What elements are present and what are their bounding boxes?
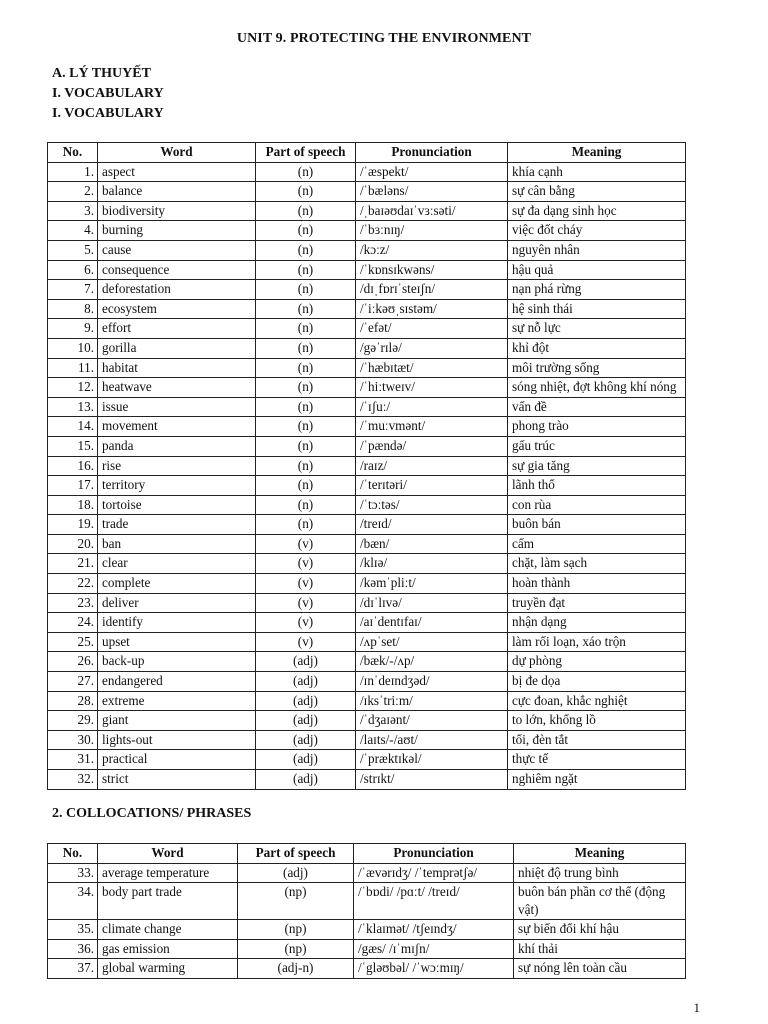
cell-part-of-speech: (v) [256,593,356,613]
cell-no: 25. [48,632,98,652]
cell-pronunciation: /ˈbæləns/ [356,182,508,202]
cell-word: climate change [98,920,238,940]
cell-no: 16. [48,456,98,476]
cell-word: strict [98,770,256,790]
table-row [48,593,686,613]
table-row [48,652,686,672]
cell-word: biodiversity [98,201,256,221]
cell-pronunciation: /ˈtɔːtəs/ [356,495,508,515]
cell-meaning: nạn phá rừng [508,280,686,300]
cell-meaning: môi trường sống [508,358,686,378]
table-row [48,378,686,398]
cell-part-of-speech: (n) [256,495,356,515]
cell-pronunciation: /ˈɪʃuː/ [356,397,508,417]
cell-meaning: sự nỗ lực [508,319,686,339]
table-row [48,691,686,711]
cell-word: body part trade [98,883,238,920]
cell-pronunciation: /ˈdʒaɪənt/ [356,711,508,731]
cell-part-of-speech: (n) [256,162,356,182]
cell-pronunciation: /ɪnˈdeɪndʒəd/ [356,672,508,692]
table-row [48,770,686,790]
table-row [48,182,686,202]
cell-part-of-speech: (n) [256,299,356,319]
cell-part-of-speech: (n) [256,436,356,456]
cell-no: 20. [48,534,98,554]
cell-no: 29. [48,711,98,731]
cell-part-of-speech: (n) [256,319,356,339]
cell-part-of-speech: (n) [256,280,356,300]
cell-part-of-speech: (n) [256,515,356,535]
table-row [48,240,686,260]
cell-pronunciation: /gəˈrɪlə/ [356,338,508,358]
cell-word: rise [98,456,256,476]
cell-pronunciation: /kəmˈpliːt/ [356,574,508,594]
cell-pronunciation: /bæn/ [356,534,508,554]
table-row [48,495,686,515]
cell-no: 24. [48,613,98,633]
cell-meaning: vấn đề [508,397,686,417]
header-no: No. [48,844,98,864]
cell-meaning: buôn bán [508,515,686,535]
cell-no: 8. [48,299,98,319]
cell-part-of-speech: (adj) [256,691,356,711]
cell-pronunciation: /laɪts/-/aʊt/ [356,730,508,750]
cell-word: deliver [98,593,256,613]
cell-pronunciation: /ˈbɜːnɪŋ/ [356,221,508,241]
cell-part-of-speech: (adj) [256,770,356,790]
cell-meaning: nhận dạng [508,613,686,633]
cell-word: ecosystem [98,299,256,319]
cell-meaning: hậu quả [508,260,686,280]
cell-word: lights-out [98,730,256,750]
cell-meaning: sự cân bằng [508,182,686,202]
header-pronunciation: Pronunciation [356,143,508,163]
cell-word: issue [98,397,256,417]
cell-word: giant [98,711,256,731]
cell-no: 14. [48,417,98,437]
cell-no: 27. [48,672,98,692]
cell-part-of-speech: (v) [256,613,356,633]
cell-part-of-speech: (adj-n) [238,959,354,979]
table-row [48,515,686,535]
header-meaning: Meaning [514,844,686,864]
table-row [48,319,686,339]
cell-pronunciation: /kɔːz/ [356,240,508,260]
table-row [48,632,686,652]
cell-pronunciation: /ˈklaɪmət/ /tʃeɪndʒ/ [354,920,514,940]
cell-meaning: sự gia tăng [508,456,686,476]
cell-word: practical [98,750,256,770]
cell-meaning: sự nóng lên toàn cầu [514,959,686,979]
cell-no: 26. [48,652,98,672]
table-row [48,613,686,633]
table-row [48,476,686,496]
cell-word: trade [98,515,256,535]
cell-pronunciation: /treɪd/ [356,515,508,535]
cell-word: extreme [98,691,256,711]
cell-meaning: bị đe dọa [508,672,686,692]
cell-no: 15. [48,436,98,456]
cell-pronunciation: /ˈiːkəʊˌsɪstəm/ [356,299,508,319]
cell-part-of-speech: (n) [256,201,356,221]
table-row [48,574,686,594]
cell-pronunciation: /gæs/ /ɪˈmɪʃn/ [354,939,514,959]
cell-meaning: khí thải [514,939,686,959]
cell-pronunciation: /ˈpræktɪkəl/ [356,750,508,770]
table-row [48,534,686,554]
cell-meaning: hoàn thành [508,574,686,594]
cell-word: global warming [98,959,238,979]
cell-part-of-speech: (n) [256,358,356,378]
header-part-of-speech: Part of speech [256,143,356,163]
table-row [48,260,686,280]
cell-no: 9. [48,319,98,339]
cell-part-of-speech: (adj) [256,672,356,692]
cell-part-of-speech: (n) [256,378,356,398]
cell-meaning: gấu trúc [508,436,686,456]
cell-word: average temperature [98,863,238,883]
cell-word: deforestation [98,280,256,300]
cell-no: 3. [48,201,98,221]
table-row [48,201,686,221]
table-row [48,883,686,920]
table-row [48,939,686,959]
cell-no: 35. [48,920,98,940]
cell-part-of-speech: (v) [256,534,356,554]
cell-no: 31. [48,750,98,770]
table-row [48,358,686,378]
cell-pronunciation: /dɪˌfɒrɪˈsteɪʃn/ [356,280,508,300]
cell-pronunciation: /ˈhiːtweɪv/ [356,378,508,398]
cell-part-of-speech: (adj) [256,750,356,770]
cell-no: 32. [48,770,98,790]
cell-meaning: cấm [508,534,686,554]
cell-pronunciation: /ˈhæbɪtæt/ [356,358,508,378]
cell-meaning: việc đốt cháy [508,221,686,241]
cell-meaning: hệ sinh thái [508,299,686,319]
cell-pronunciation: /bæk/-/ʌp/ [356,652,508,672]
cell-no: 12. [48,378,98,398]
table-row [48,280,686,300]
cell-pronunciation: /ˈkɒnsɪkwəns/ [356,260,508,280]
cell-meaning: buôn bán phần cơ thể (động vật) [514,883,686,920]
collocations-table [47,843,686,979]
cell-part-of-speech: (adj) [256,730,356,750]
cell-meaning: dự phòng [508,652,686,672]
table-row [48,436,686,456]
cell-pronunciation: /dɪˈlɪvə/ [356,593,508,613]
cell-part-of-speech: (n) [256,338,356,358]
table-row [48,554,686,574]
table-row [48,672,686,692]
cell-pronunciation: /ˈbɒdi/ /pɑːt/ /treɪd/ [354,883,514,920]
cell-part-of-speech: (adj) [238,863,354,883]
table-row [48,959,686,979]
cell-no: 21. [48,554,98,574]
cell-no: 6. [48,260,98,280]
page-number: 1 [693,1000,700,1015]
cell-word: upset [98,632,256,652]
header-meaning: Meaning [508,143,686,163]
cell-meaning: cực đoan, khắc nghiệt [508,691,686,711]
cell-part-of-speech: (np) [238,920,354,940]
table-row [48,221,686,241]
cell-word: aspect [98,162,256,182]
cell-part-of-speech: (np) [238,939,354,959]
cell-no: 4. [48,221,98,241]
cell-meaning: con rùa [508,495,686,515]
cell-meaning: khỉ đột [508,338,686,358]
cell-part-of-speech: (adj) [256,711,356,731]
cell-part-of-speech: (v) [256,554,356,574]
section-vocabulary-heading: I. VOCABULARY [52,86,164,101]
cell-word: gas emission [98,939,238,959]
header-part-of-speech: Part of speech [238,844,354,864]
cell-pronunciation: /ɪksˈtriːm/ [356,691,508,711]
cell-word: endangered [98,672,256,692]
cell-word: gorilla [98,338,256,358]
header-no: No. [48,143,98,163]
cell-meaning: sóng nhiệt, đợt không khí nóng [508,378,686,398]
cell-pronunciation: /ˈterɪtəri/ [356,476,508,496]
cell-part-of-speech: (n) [256,221,356,241]
cell-no: 10. [48,338,98,358]
cell-word: complete [98,574,256,594]
cell-meaning: tối, đèn tắt [508,730,686,750]
cell-no: 5. [48,240,98,260]
cell-meaning: thực tế [508,750,686,770]
cell-part-of-speech: (n) [256,456,356,476]
cell-part-of-speech: (n) [256,476,356,496]
vocabulary-table [47,142,686,790]
cell-no: 23. [48,593,98,613]
cell-pronunciation: /ˈmuːvmənt/ [356,417,508,437]
cell-meaning: to lớn, khổng lồ [508,711,686,731]
cell-no: 17. [48,476,98,496]
table-row [48,863,686,883]
cell-meaning: sự đa dạng sinh học [508,201,686,221]
cell-word: identify [98,613,256,633]
cell-word: cause [98,240,256,260]
cell-word: effort [98,319,256,339]
cell-part-of-speech: (v) [256,574,356,594]
cell-word: burning [98,221,256,241]
cell-pronunciation: /aɪˈdentɪfaɪ/ [356,613,508,633]
cell-word: tortoise [98,495,256,515]
cell-part-of-speech: (n) [256,240,356,260]
cell-no: 1. [48,162,98,182]
cell-pronunciation: /ˈpændə/ [356,436,508,456]
table-row [48,920,686,940]
cell-meaning: nghiêm ngặt [508,770,686,790]
table-row [48,456,686,476]
cell-meaning: chặt, làm sạch [508,554,686,574]
section-a-heading: A. LÝ THUYẾT [52,66,151,81]
cell-meaning: làm rối loạn, xáo trộn [508,632,686,652]
cell-word: balance [98,182,256,202]
cell-meaning: khía cạnh [508,162,686,182]
collocations-table-header-row [48,844,686,864]
cell-no: 7. [48,280,98,300]
cell-no: 37. [48,959,98,979]
cell-word: panda [98,436,256,456]
table-row [48,162,686,182]
cell-no: 34. [48,883,98,920]
cell-pronunciation: /ˈævərɪdʒ/ /ˈtemprətʃə/ [354,863,514,883]
cell-no: 19. [48,515,98,535]
cell-word: back-up [98,652,256,672]
table-row [48,299,686,319]
cell-meaning: nguyên nhân [508,240,686,260]
cell-pronunciation: /ˈæspekt/ [356,162,508,182]
table-row [48,397,686,417]
cell-pronunciation: /raɪz/ [356,456,508,476]
cell-no: 33. [48,863,98,883]
cell-no: 18. [48,495,98,515]
cell-meaning: sự biến đổi khí hậu [514,920,686,940]
cell-word: heatwave [98,378,256,398]
cell-no: 13. [48,397,98,417]
cell-pronunciation: /ˌbaɪəʊdaɪˈvɜːsəti/ [356,201,508,221]
cell-no: 28. [48,691,98,711]
cell-part-of-speech: (n) [256,417,356,437]
section-vocabulary-heading-repeat: I. VOCABULARY [52,106,164,121]
cell-word: consequence [98,260,256,280]
cell-no: 2. [48,182,98,202]
cell-meaning: truyền đạt [508,593,686,613]
cell-no: 36. [48,939,98,959]
header-word: Word [98,143,256,163]
cell-pronunciation: /ˈgləʊbəl/ /ˈwɔːmɪŋ/ [354,959,514,979]
table-row [48,750,686,770]
cell-word: ban [98,534,256,554]
cell-meaning: lãnh thổ [508,476,686,496]
cell-no: 22. [48,574,98,594]
cell-word: territory [98,476,256,496]
cell-word: habitat [98,358,256,378]
table-row [48,417,686,437]
cell-part-of-speech: (n) [256,397,356,417]
table-row [48,338,686,358]
cell-part-of-speech: (v) [256,632,356,652]
cell-no: 30. [48,730,98,750]
cell-pronunciation: /klɪə/ [356,554,508,574]
table-row [48,711,686,731]
cell-meaning: nhiệt độ trung bình [514,863,686,883]
cell-pronunciation: /ʌpˈset/ [356,632,508,652]
cell-no: 11. [48,358,98,378]
cell-word: movement [98,417,256,437]
vocabulary-table-header-row [48,143,686,163]
section-collocations-heading: 2. COLLOCATIONS/ PHRASES [52,806,252,821]
header-word: Word [98,844,238,864]
cell-meaning: phong trào [508,417,686,437]
cell-word: clear [98,554,256,574]
cell-part-of-speech: (adj) [256,652,356,672]
table-row [48,730,686,750]
cell-pronunciation: /strɪkt/ [356,770,508,790]
page-title: UNIT 9. PROTECTING THE ENVIRONMENT [236,31,532,46]
header-pronunciation: Pronunciation [354,844,514,864]
cell-part-of-speech: (np) [238,883,354,920]
cell-part-of-speech: (n) [256,260,356,280]
cell-part-of-speech: (n) [256,182,356,202]
cell-pronunciation: /ˈefət/ [356,319,508,339]
